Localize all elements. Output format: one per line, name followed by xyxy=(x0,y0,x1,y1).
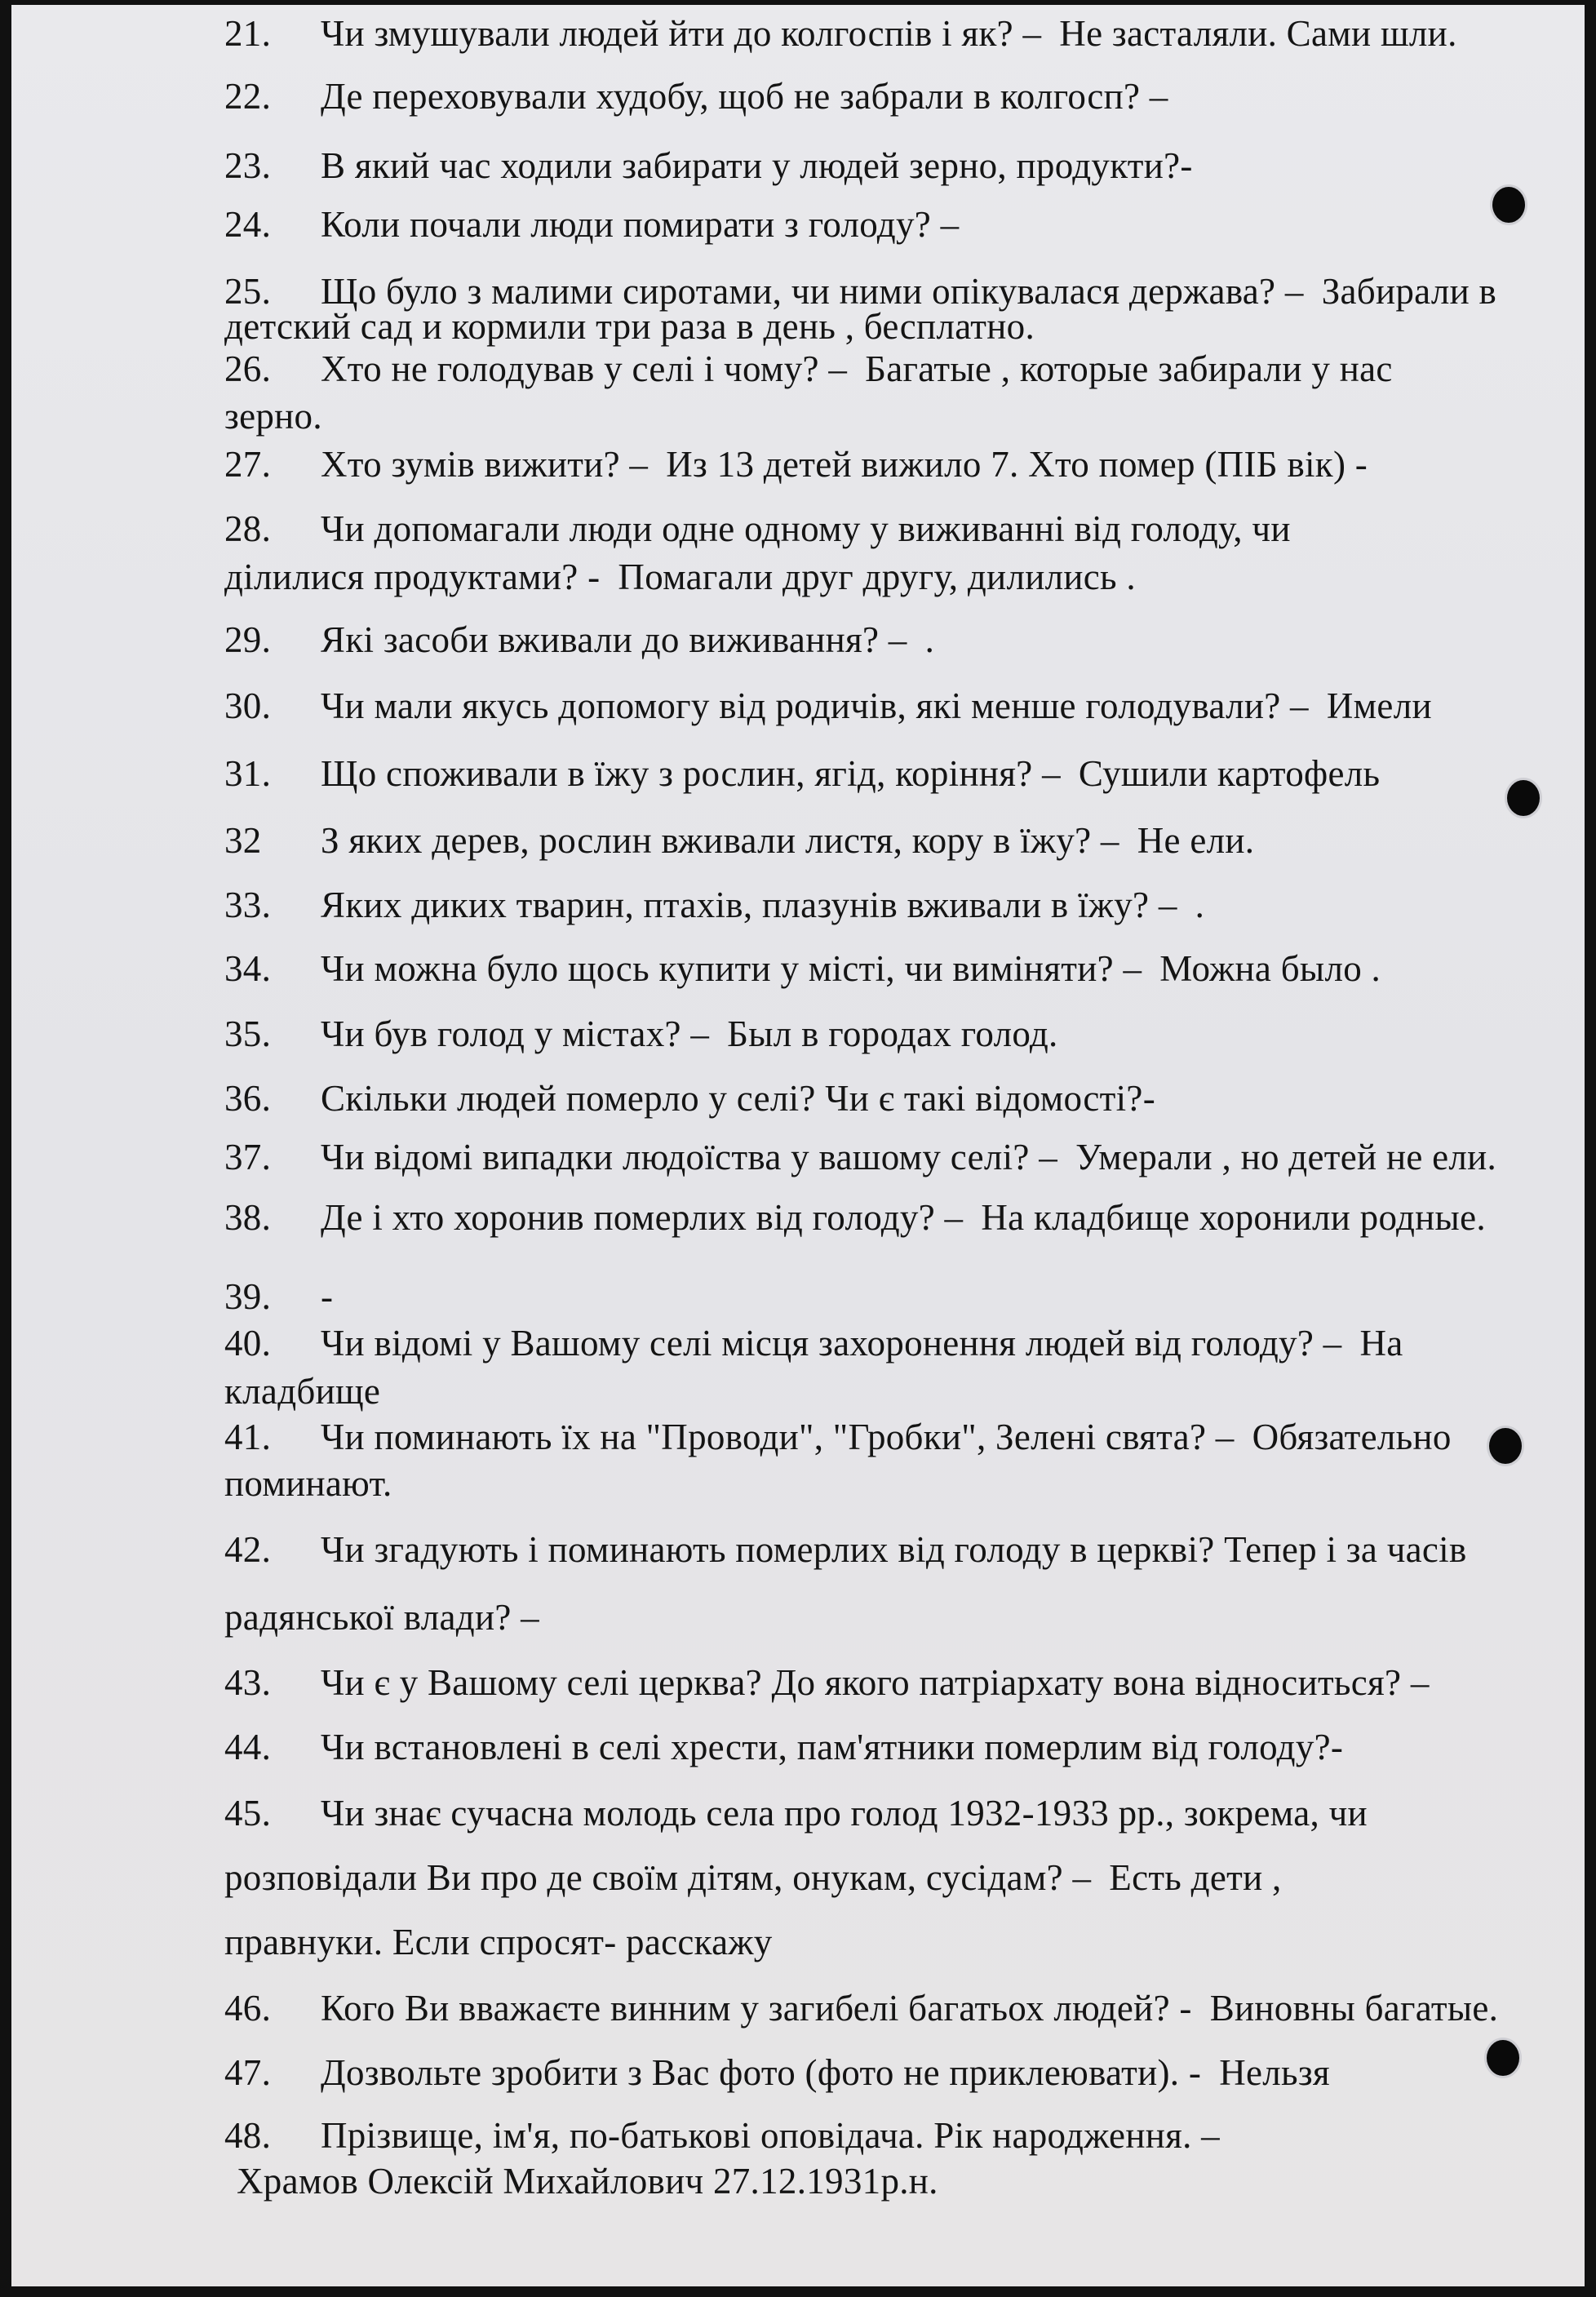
answer-text: . xyxy=(1195,885,1205,925)
question-text: Чи поминають їх на "Проводи", "Гробки", Зелені свята? – xyxy=(321,1417,1235,1457)
document-line xyxy=(224,76,1168,117)
question-text: Де переховували худобу, щоб не забрали в колгосп? – xyxy=(321,76,1168,117)
question-text: Що було з малими сиротами, чи ними опікувалася держава? – xyxy=(321,271,1304,312)
document-line xyxy=(224,820,1254,861)
document-line xyxy=(224,685,1432,726)
question-text: Чи був голод у містах? – xyxy=(321,1013,710,1054)
question-text: З яких дерев, рослин вживали листя, кору в їжу? – xyxy=(321,820,1119,861)
document-line xyxy=(224,753,1380,794)
question-text: ділилися продуктами? - xyxy=(224,557,601,597)
answer-text: Есть дети , xyxy=(1109,1857,1282,1898)
document-line xyxy=(224,557,1136,597)
question-text: Дозвольте зробити з Вас фото (фото не приклеювати). - xyxy=(321,2052,1202,2093)
answer-text: Виновны багатые. xyxy=(1209,1988,1499,2029)
document-line xyxy=(224,145,1193,186)
question-number: 47. xyxy=(224,2052,272,2093)
question-number: 39. xyxy=(224,1276,272,1317)
question-number: 22. xyxy=(224,76,272,117)
question-text: - xyxy=(321,1276,334,1317)
document-line xyxy=(224,1137,1496,1177)
question-text: радянської влади? – xyxy=(224,1597,539,1638)
document-line xyxy=(224,444,1368,485)
document-line xyxy=(237,2161,938,2202)
question-text: Чи можна було щось купити у місті, чи виміняти? – xyxy=(321,948,1142,989)
document-line xyxy=(224,1078,1155,1119)
question-text: Чи змушували людей йти до колгоспів і як? – xyxy=(321,13,1042,54)
question-number: 38. xyxy=(224,1197,272,1238)
document-line xyxy=(224,348,1393,389)
document-line xyxy=(224,2052,1330,2093)
document-line xyxy=(224,1988,1498,2029)
document-line xyxy=(224,1529,1467,1570)
document-line xyxy=(224,508,1291,549)
question-text: Коли почали люди помирати з голоду? – xyxy=(321,204,960,245)
question-number: 36. xyxy=(224,1078,272,1119)
question-text: Кого Ви вважаєте винним у загибелі багатьох людей? - xyxy=(321,1988,1192,2029)
answer-text: Из 13 детей вижило 7. Хто помер (ПІБ вік) - xyxy=(666,444,1368,485)
punch-hole-icon xyxy=(1487,2040,1519,2076)
question-text: Чи встановлені в селі хрести, пам'ятники померлим від голоду?- xyxy=(321,1727,1344,1767)
document-line xyxy=(224,306,1035,347)
answer-text: Забирали в xyxy=(1321,271,1497,312)
question-text: Де і хто хоронив померлих від голоду? – xyxy=(321,1197,964,1238)
question-number: 25. xyxy=(224,271,272,312)
answer-text: детский сад и кормили три раза в день , бесплатно. xyxy=(224,306,1035,347)
answer-text: Обязательно xyxy=(1252,1417,1452,1457)
question-number: 30. xyxy=(224,685,272,726)
question-number: 43. xyxy=(224,1662,272,1703)
question-text: Що споживали в їжу з рослин, ягід, коріння? – xyxy=(321,753,1061,794)
question-text: Які засоби вживали до виживання? – xyxy=(321,619,907,660)
question-text: Чи є у Вашому селі церква? До якого патріархату вона відноситься? – xyxy=(321,1662,1430,1703)
document-line xyxy=(224,1727,1343,1767)
question-number: 37. xyxy=(224,1137,272,1177)
punch-hole-icon xyxy=(1507,780,1540,816)
answer-text: кладбище xyxy=(224,1371,381,1412)
punch-hole-icon xyxy=(1489,1428,1522,1464)
question-number: 33. xyxy=(224,885,272,925)
answer-text: Нельзя xyxy=(1219,2052,1330,2093)
question-text: Чи знає сучасна молодь села про голод 1932-1933 рр., зокрема, чи xyxy=(321,1793,1368,1834)
punch-hole-icon xyxy=(1492,187,1525,223)
document-line xyxy=(224,948,1381,989)
question-number: 34. xyxy=(224,948,272,989)
question-text: Чи мали якусь допомогу від родичів, які менше голодували? – xyxy=(321,685,1309,726)
answer-text: Не засталяли. Сами шли. xyxy=(1059,13,1457,54)
document-line xyxy=(224,1197,1486,1238)
document-line xyxy=(224,1597,539,1638)
answer-text: поминают. xyxy=(224,1463,392,1504)
question-number: 40. xyxy=(224,1323,272,1364)
question-number: 31. xyxy=(224,753,272,794)
document-line xyxy=(224,885,1204,925)
document-line xyxy=(224,1276,333,1317)
question-text: Хто зумів вижити? – xyxy=(321,444,649,485)
question-number: 45. xyxy=(224,1793,272,1834)
answer-text: Храмов Олексій Михайлович 27.12.1931р.н. xyxy=(237,2161,938,2202)
document-line xyxy=(224,204,959,245)
question-number: 24. xyxy=(224,204,272,245)
answer-text: . xyxy=(924,619,935,660)
document-line xyxy=(224,619,934,660)
answer-text: На xyxy=(1359,1323,1403,1364)
answer-text: Был в городах голод. xyxy=(727,1013,1058,1054)
question-number: 35. xyxy=(224,1013,272,1054)
question-number: 42. xyxy=(224,1529,272,1570)
question-number: 28. xyxy=(224,508,272,549)
question-text: Чи відомі у Вашому селі місця захоронення людей від голоду? – xyxy=(321,1323,1342,1364)
document-line xyxy=(224,1463,392,1504)
document-line xyxy=(224,1922,773,1962)
question-number: 48. xyxy=(224,2115,272,2156)
answer-text: зерно. xyxy=(224,396,322,437)
document-line xyxy=(224,1371,380,1412)
question-number: 32 xyxy=(224,820,262,861)
answer-text: Не ели. xyxy=(1137,820,1255,861)
question-text: Чи відомі випадки людоїства у вашому селі? – xyxy=(321,1137,1058,1177)
question-number: 26. xyxy=(224,348,272,389)
question-text: Прізвище, ім'я, по-батькові оповідача. Рік народження. – xyxy=(321,2115,1220,2156)
question-number: 44. xyxy=(224,1727,272,1767)
answer-text: Умерали , но детей не ели. xyxy=(1075,1137,1497,1177)
question-text: Хто не голодував у селі і чому? – xyxy=(321,348,848,389)
question-text: розповідали Ви про де своїм дітям, онукам, сусідам? – xyxy=(224,1857,1092,1898)
document-line xyxy=(224,1323,1403,1364)
question-text: Яких диких тварин, птахів, плазунів вживали в їжу? – xyxy=(321,885,1177,925)
answer-text: Имели xyxy=(1326,685,1432,726)
question-text: Скільки людей померло у селі? Чи є такі відомості?- xyxy=(321,1078,1155,1119)
answer-text: Багатые , которые забирали у нас xyxy=(865,348,1393,389)
answer-text: правнуки. Если спросят- расскажу xyxy=(224,1922,773,1962)
answer-text: Можна было . xyxy=(1159,948,1381,989)
document-line xyxy=(224,2115,1220,2156)
question-number: 46. xyxy=(224,1988,272,2029)
answer-text: Помагали друг другу, дилились . xyxy=(618,557,1136,597)
document-line xyxy=(224,1417,1452,1457)
document-line xyxy=(224,13,1457,54)
document-line xyxy=(224,1662,1430,1703)
question-number: 23. xyxy=(224,145,272,186)
document-line xyxy=(224,396,322,437)
question-text: В який час ходили забирати у людей зерно, продукти?- xyxy=(321,145,1193,186)
answer-text: На кладбище хоронили родные. xyxy=(981,1197,1486,1238)
question-number: 29. xyxy=(224,619,272,660)
document-line xyxy=(224,1793,1368,1834)
question-number: 27. xyxy=(224,444,272,485)
document-line xyxy=(224,1857,1282,1898)
document-line xyxy=(224,1013,1058,1054)
question-text: Чи допомагали люди одне одному у виживанні від голоду, чи xyxy=(321,508,1291,549)
answer-text: Сушили картофель xyxy=(1078,753,1381,794)
question-number: 41. xyxy=(224,1417,272,1457)
question-number: 21. xyxy=(224,13,272,54)
question-text: Чи згадують і поминають померлих від голоду в церкві? Тепер і за часів xyxy=(321,1529,1467,1570)
